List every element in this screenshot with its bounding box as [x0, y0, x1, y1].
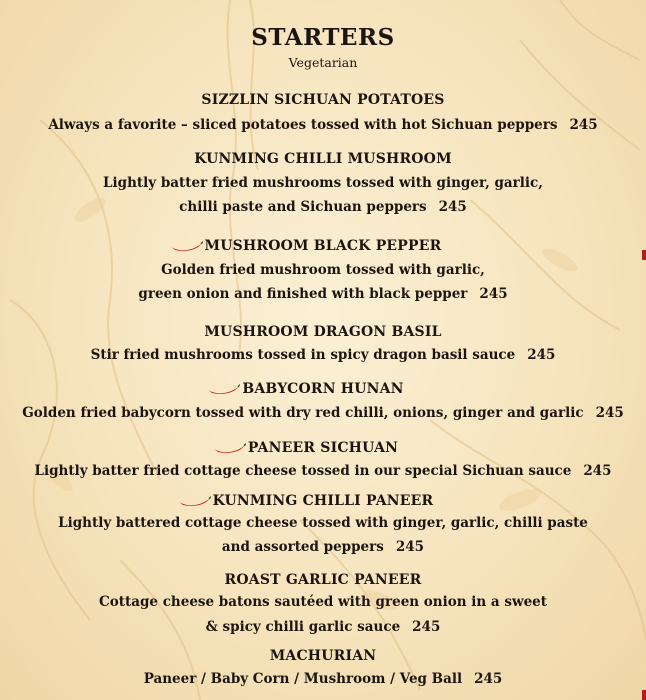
- menu-item-description: Golden fried babycorn tossed with dry red chilli, onions, ginger and garlic 245: [22, 405, 624, 421]
- menu-item-name: ROAST GARLIC PANEER: [224, 572, 422, 588]
- menu-item-name: SIZZLIN SICHUAN POTATOES: [201, 92, 445, 108]
- section-subtitle: Vegetarian: [288, 55, 358, 70]
- chili-spicy-icon: [206, 384, 240, 396]
- menu-item-name: KUNMING CHILLI PANEER: [0, 493, 646, 509]
- menu-item-price: 245: [474, 671, 503, 687]
- chili-spicy-icon: [212, 443, 246, 455]
- menu-item-price: 245: [583, 463, 612, 479]
- menu-item-name: MACHURIAN: [269, 648, 377, 664]
- menu-item-description: Stir fried mushrooms tossed in spicy dragon basil sauce 245: [90, 347, 556, 363]
- menu-item-name: MUSHROOM DRAGON BASIL: [204, 324, 442, 340]
- menu-item-price: 245: [595, 405, 624, 421]
- menu-item-description: Always a favorite – sliced potatoes tossed with hot Sichuan peppers 245: [48, 117, 598, 133]
- menu-item-description: Lightly batter fried mushrooms tossed with ginger, garlic,: [103, 175, 543, 191]
- menu-item-name: KUNMING CHILLI MUSHROOM: [194, 151, 452, 167]
- menu-item-description: Cottage cheese batons sautéed with green onion in a sweet: [99, 594, 547, 610]
- menu-item-description: Lightly batter fried cottage cheese tossed in our special Sichuan sauce 245: [34, 463, 612, 479]
- menu-item-name: PANEER SICHUAN: [0, 440, 646, 456]
- menu-item-description: Paneer / Baby Corn / Mushroom / Veg Ball 245: [143, 671, 503, 687]
- menu-item-price: 245: [412, 619, 441, 635]
- menu-item-description: chilli paste and Sichuan peppers 245: [179, 199, 467, 215]
- chili-spicy-icon: [177, 496, 211, 508]
- menu-item-price: 245: [395, 539, 425, 555]
- menu-item-description: & spicy chilli garlic sauce 245: [205, 619, 441, 635]
- menu-item-price: 245: [569, 117, 598, 133]
- menu-item-description: and assorted peppers 245: [221, 539, 425, 555]
- menu-item-price: 245: [527, 347, 556, 363]
- chili-spicy-icon: [169, 241, 203, 253]
- red-border-accent: [642, 690, 646, 700]
- menu-item-name: BABYCORN HUNAN: [0, 381, 646, 397]
- menu-item-price: 245: [438, 199, 467, 215]
- menu-item-description: green onion and finished with black pepper 245: [138, 286, 508, 302]
- menu-item-name: MUSHROOM BLACK PEPPER: [0, 238, 646, 254]
- menu-item-description: Lightly battered cottage cheese tossed with ginger, garlic, chilli paste: [58, 515, 588, 531]
- menu-item-description: Golden fried mushroom tossed with garlic,: [161, 262, 485, 278]
- menu-item-price: 245: [479, 286, 508, 302]
- section-title: STARTERS: [251, 24, 395, 51]
